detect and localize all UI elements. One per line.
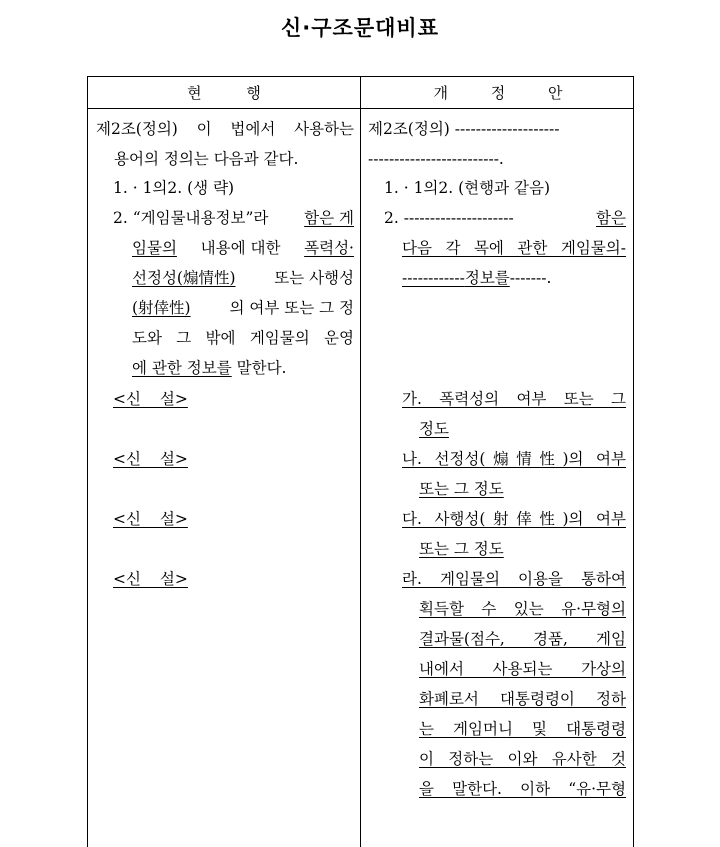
current-underlined-text: 에 관한 정보를 [132, 359, 232, 377]
header-divider [87, 108, 634, 109]
amended-text: 2. --------------------- [384, 209, 514, 227]
current-text: 또는 사행성 [274, 269, 354, 287]
current-underlined-text: (射倖性) [132, 299, 191, 317]
current-text: 의 여부 또는 그 정 [229, 299, 354, 317]
current-line [132, 266, 354, 290]
current-underlined-text: 임물의 [132, 239, 177, 257]
item-ra-cont: 을 말한다. 이하 “유·무형 [419, 780, 626, 798]
page-title: 신·구조문대비표 [281, 16, 439, 40]
item-ra-cont: 이 정하는 이와 유사한 것 [419, 750, 626, 768]
amended-line [402, 266, 551, 290]
new-provision-label: <신 설> [113, 510, 188, 528]
new-provision-label: <신 설> [113, 450, 188, 468]
item-ra-cont: 결과물(점수, 경품, 게임 [419, 630, 626, 648]
amended-line: 1. · 1의2. (현행과 같음) [384, 179, 551, 197]
current-line [132, 236, 354, 260]
current-line: 제2조(정의) 이 법에서 사용하는 [96, 120, 354, 138]
item-na: 나. 선정성(煽情性)의 여부 [402, 450, 626, 468]
new-provision-label: <신 설> [113, 570, 188, 588]
amended-line: -------------------------. [368, 150, 504, 168]
current-underlined-text: 폭력성· [304, 239, 354, 257]
current-underlined-text: 함은 게 [304, 209, 354, 227]
item-da-cont: 또는 그 정도 [419, 540, 504, 558]
item-ra-cont: 는 게임머니 및 대통령령 [419, 720, 626, 738]
current-line [132, 296, 354, 320]
header-current: 현 행 [187, 84, 261, 102]
current-text: 내용에 대한 [200, 239, 281, 257]
amended-line: 다음 각 목에 관한 게임물의- [402, 239, 626, 257]
current-text: 말한다. [231, 359, 287, 377]
amended-underlined-text: 함은 [596, 209, 626, 227]
item-ra: 라. 게임물의 이용을 통하여 [402, 570, 626, 588]
current-underlined-text: 선정성(煽情性) [132, 269, 236, 287]
item-ra-cont: 획득할 수 있는 유·무형의 [419, 600, 626, 618]
amended-line [384, 206, 626, 230]
item-da: 다. 사행성(射倖性)의 여부 [402, 510, 626, 528]
current-line: 도와 그 밖에 게임물의 운영 [132, 329, 354, 347]
column-divider [360, 76, 361, 847]
header-amended: 개 정 안 [433, 84, 563, 102]
amended-underlined-text: 정보를 [464, 269, 510, 287]
current-line [132, 356, 286, 380]
current-text: 2. “게임물내용정보”라 [113, 209, 269, 227]
item-na-cont: 또는 그 정도 [419, 480, 504, 498]
current-line [113, 206, 354, 230]
item-ra-cont: 내에서 사용되는 가상의 [419, 660, 626, 678]
current-line: 1. · 1의2. (생 략) [113, 179, 235, 197]
amended-text: -------. [509, 269, 552, 287]
new-provision-label: <신 설> [113, 390, 188, 408]
item-ga-cont: 정도 [419, 420, 449, 438]
item-ga: 가. 폭력성의 여부 또는 그 [402, 390, 626, 408]
item-ra-cont: 화폐로서 대통령령이 정하 [419, 690, 626, 708]
amended-underlined-text: ------------ [402, 269, 465, 287]
amended-line: 제2조(정의) -------------------- [368, 120, 560, 138]
current-line: 용어의 정의는 다음과 같다. [114, 150, 299, 168]
